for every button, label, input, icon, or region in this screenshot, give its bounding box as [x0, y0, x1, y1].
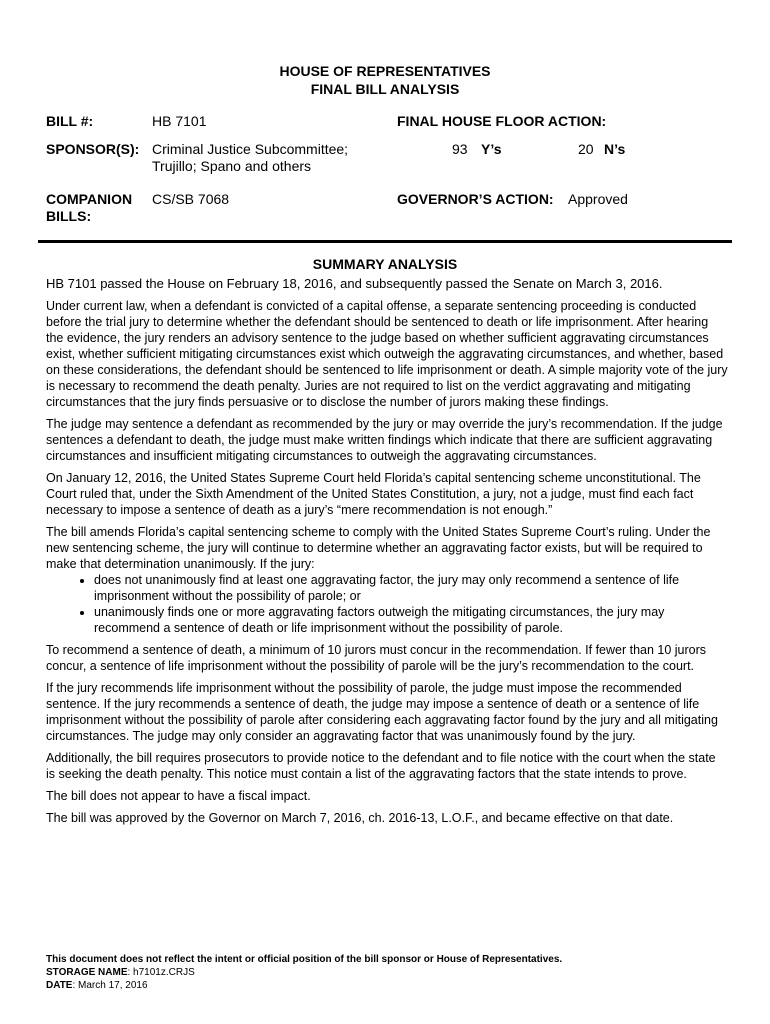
companion-label-line2: BILLS:	[46, 208, 92, 224]
summary-paragraph: Additionally, the bill requires prosecutors to provide notice to the defendant and to file notice with the court when the state is seeking the death penalty. This notice must contain a list of the aggravating factors that the state intends to prove.	[46, 751, 716, 781]
nays-count: 20	[578, 141, 594, 157]
sponsor-label: SPONSOR(S):	[46, 141, 140, 157]
companion-label-line1: COMPANION	[46, 191, 133, 207]
document-title-line1: HOUSE OF REPRESENTATIVES	[279, 63, 491, 79]
yeas-label: Y’s	[481, 141, 502, 157]
list-item: • unanimously finds one or more aggravating factors outweigh the mitigating circumstances, the jury may recommend a sentence of death or life imprisonment without the possibility of parole.	[94, 604, 728, 636]
date-value: : March 17, 2016	[72, 980, 148, 991]
summary-heading: SUMMARY ANALYSIS	[312, 256, 458, 272]
footer-disclaimer: This document does not reflect the intent or official position of the bill sponsor or House of Representatives.	[46, 954, 563, 965]
summary-intro: HB 7101 passed the House on February 18, 2016, and subsequently passed the Senate on March 3, 2016.	[46, 276, 663, 291]
nays-label: N’s	[604, 141, 626, 157]
companion-bills-value: CS/SB 7068	[152, 191, 230, 207]
yeas-count: 93	[452, 141, 468, 157]
floor-action-label: FINAL HOUSE FLOOR ACTION:	[397, 113, 607, 129]
storage-name-value: : h7101z.CRJS	[127, 967, 195, 978]
footer-date	[46, 979, 562, 992]
summary-paragraph: The judge may sentence a defendant as recommended by the jury or may override the jury’s recommendation. If the judge sentences a defendant to death, the judge must make written findings which indicate that there are sufficient aggravating circumstances and insufficient mitigating circumstances to outweigh the aggravating circumstances.	[46, 417, 723, 463]
summary-paragraph: On January 12, 2016, the United States Supreme Court held Florida’s capital sentencing scheme unconstitutional. The Court ruled that, under the Sixth Amendment of the United States Constitution, a jury, not a judge, must find each fact necessary to impose a sentence of death as a jury’s “mere recommendation is not enough.”	[46, 471, 701, 517]
governor-action-value: Approved	[568, 191, 628, 207]
summary-paragraph: The bill was approved by the Governor on March 7, 2016, ch. 2016-13, L.O.F., and became effective on that date.	[46, 811, 674, 825]
section-divider	[38, 240, 732, 243]
summary-paragraph: Under current law, when a defendant is convicted of a capital offense, a separate sentencing proceeding is conducted before the trial jury to determine whether the defendant should be sentenced to death or life imprisonment. After hearing the evidence, the jury renders an advisory sentence to the judge based on whether sufficient aggravating circumstances exist, whether sufficient mitigating circumstances exist which outweigh the aggravating circumstances, and whether, based on these considerations, the defendant should be sentenced to life imprisonment or death. A simple majority vote of the jury is necessary to recommend the death penalty. Juries are not required to list on the verdict aggravating and mitigating circumstances that the jury finds persuasive or to disclose the number of jurors making these findings.	[46, 299, 728, 409]
footer-storage-name	[46, 966, 562, 979]
document-title-line2: FINAL BILL ANALYSIS	[310, 81, 460, 97]
date-label: DATE	[46, 980, 73, 991]
sponsor-value-line1: Criminal Justice Subcommittee;	[152, 141, 349, 157]
storage-name-label: STORAGE NAME	[46, 967, 128, 978]
bill-number-label: BILL #:	[46, 113, 94, 129]
summary-paragraph: The bill amends Florida’s capital sentencing scheme to comply with the United States Supreme Court’s ruling. Under the new sentencing scheme, the jury will continue to determine whether an aggravating factor exists, but will be required to make that determination unanimously. If the jury:	[46, 525, 711, 571]
governor-action-label: GOVERNOR’S ACTION:	[397, 191, 554, 207]
summary-paragraph: If the jury recommends life imprisonment without the possibility of parole, the judge must impose the recommended sentence. If the jury recommends a sentence of death, the judge may impose a sentence of death or a sentence of life imprisonment without the possibility of parole after considering each aggravating factor found by the jury and all mitigating circumstances. The judge may only consider an aggravating factor that was unanimously found by the jury.	[46, 681, 718, 743]
sponsor-value-line2: Trujillo; Spano and others	[152, 158, 312, 174]
page-footer	[46, 953, 562, 992]
summary-paragraph: To recommend a sentence of death, a minimum of 10 jurors must concur in the recommendation. If fewer than 10 jurors concur, a sentence of life imprisonment without the possibility of parole will be the jury’s recommendation to the court.	[46, 643, 707, 673]
bill-number-value: HB 7101	[152, 113, 207, 129]
jury-conditions-list	[46, 572, 728, 636]
summary-body	[46, 276, 728, 832]
list-item: • does not unanimously find at least one aggravating factor, the jury may only recommend a sentence of life imprisonment without the possibility of parole; or	[94, 572, 728, 604]
summary-paragraph: The bill does not appear to have a fiscal impact.	[46, 789, 311, 803]
